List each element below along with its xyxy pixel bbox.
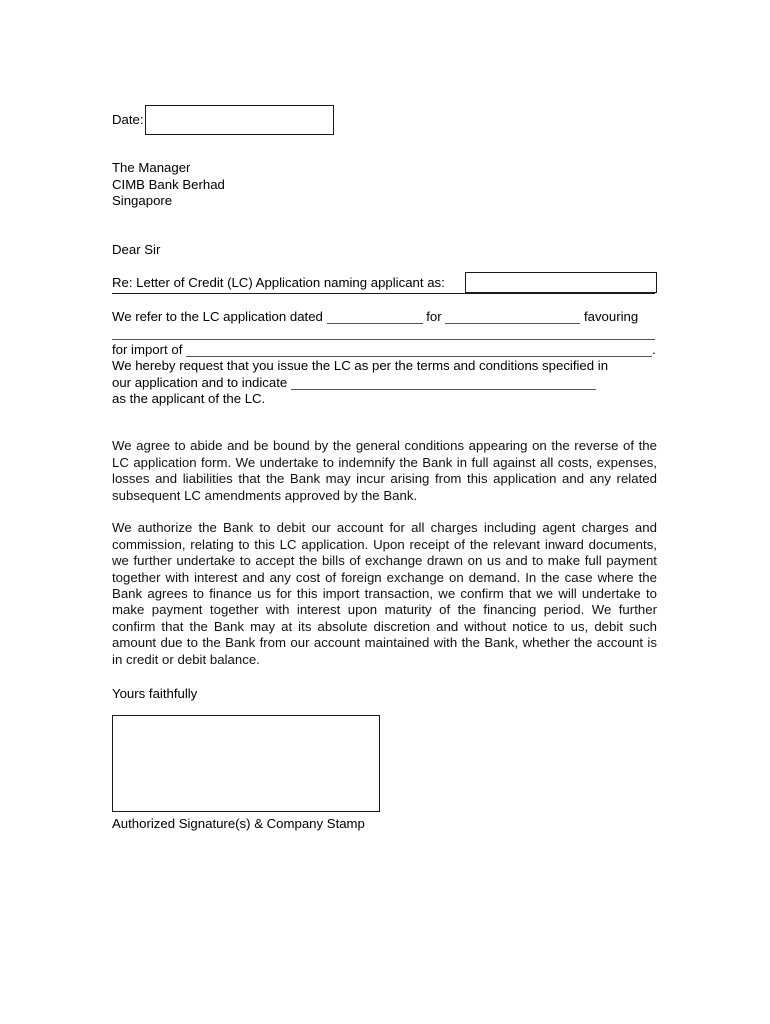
addressee-block [112, 160, 225, 210]
fill-line-request [112, 358, 657, 374]
date-input-box[interactable] [145, 105, 334, 135]
blank-lc-amount[interactable] [445, 312, 580, 324]
fill-line-import [112, 342, 657, 358]
date-label: Date: [112, 112, 144, 127]
date-row [112, 104, 334, 136]
fill-text-favouring: favouring [583, 309, 639, 324]
paragraph-debit-authorization: We authorize the Bank to debit our account for all charges including agent charges and commission, relating to this LC application. Upon receipt of the relevant inward documents, we further undertake to accept the bills of exchange drawn on us and to make full payment together with interest and any cost of foreign exchange on demand. In the case where the Bank agrees to finance us for this import transaction, we confirm that we will undertake to make payment together with interest upon maturity of the financing period. We further confirm that the Bank may at its absolute discretion and without notice to us, debit such amount due to the Bank from our account maintained with the Bank, whether the account is in credit or debit balance. [112, 520, 657, 667]
blank-lc-date[interactable] [327, 312, 423, 324]
subject-underline-rule [112, 293, 655, 294]
fill-line-indicate [112, 375, 657, 391]
fill-text-hereby-request: We hereby request that you issue the LC as per the terms and conditions specified in [112, 358, 609, 374]
fill-line-reference [112, 309, 657, 325]
blank-beneficiary[interactable] [112, 328, 655, 340]
signature-stamp-box[interactable] [112, 715, 380, 812]
fill-text-import-period: . [652, 341, 656, 357]
blank-import-goods[interactable] [186, 345, 652, 357]
paragraph-general-conditions: We agree to abide and be bound by the general conditions appearing on the reverse of the LC application form. We undertake to indemnify the Bank in full against all costs, expenses, losses and liabilities that the Bank may incur arising from this application and any related subsequent LC amendments approved by the Bank. [112, 438, 657, 503]
fill-text-our-application: our application and to indicate [112, 374, 288, 390]
salutation: Dear Sir [112, 242, 161, 257]
addressee-line-bank: CIMB Bank Berhad [112, 176, 225, 192]
fill-text-as-applicant: as the applicant of the LC. [112, 390, 266, 406]
subject-label: Re: Letter of Credit (LC) Application naming applicant as: [112, 275, 445, 290]
fill-line-as-applicant [112, 391, 657, 407]
subject-row [112, 274, 657, 294]
applicant-name-input-box[interactable] [465, 272, 657, 293]
fill-line-beneficiary [112, 325, 657, 341]
blank-applicant-indicate[interactable] [291, 378, 596, 390]
addressee-line-manager: The Manager [112, 160, 191, 175]
fill-in-block [112, 309, 657, 407]
valediction: Yours faithfully [112, 686, 198, 701]
fill-text-for: for [426, 309, 442, 324]
fill-text-we-refer: We refer to the LC application dated [112, 309, 323, 324]
addressee-line-country: Singapore [112, 193, 173, 209]
signature-caption: Authorized Signature(s) & Company Stamp [112, 816, 365, 831]
fill-text-for-import-of: for import of [112, 341, 183, 357]
